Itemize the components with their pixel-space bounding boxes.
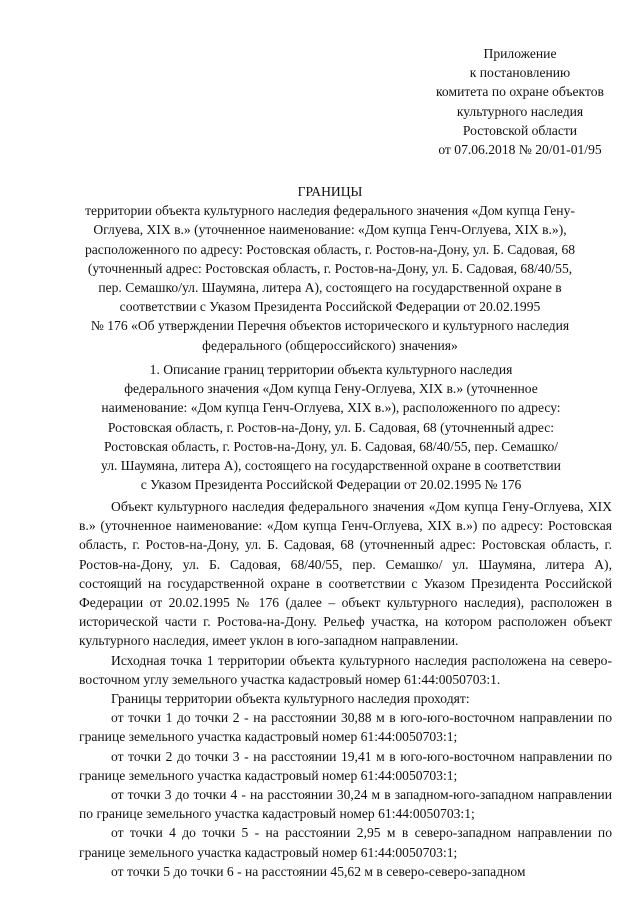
title-line: № 176 «Об утверждении Перечня объектов исторического и культурного наследия xyxy=(90,318,570,334)
section-heading-line: наименование: «Дом купца Генч-Оглуева, XIX в.»), расположенного по адресу: xyxy=(101,400,561,416)
title-line: (уточненный адрес: Ростовская область, г. Ростов-на-Дону, ул. Б. Садовая, 68/40/55, xyxy=(87,260,573,276)
appendix-line: Ростовской области xyxy=(462,122,578,138)
body-paragraph: Исходная точка 1 территории объекта культурного наследия расположена на северо-восточном углу земельного участка кадастровый номер 61:44:0050703:1. xyxy=(79,652,612,687)
title-line: соответствии с Указом Президента Российской Федерации от 20.02.1995 xyxy=(119,299,541,315)
section-heading-block xyxy=(76,360,586,494)
title-line: расположенного по адресу: Ростовская область, г. Ростов-на-Дону, ул. Б. Садовая, 68 xyxy=(84,241,576,257)
appendix-line: комитета по охране объектов xyxy=(436,84,604,100)
appendix-date-number: от 07.06.2018 № 20/01-01/95 xyxy=(438,142,602,158)
body-paragraph: Границы территории объекта культурного наследия проходят: xyxy=(111,691,470,707)
section-heading-line: 1. Описание границ территории объекта культурного наследия xyxy=(149,362,513,377)
document-title-block xyxy=(60,182,600,355)
boundary-segment: от точки 2 до точки 3 - на расстоянии 19,41 м в юго-юго-восточном направлении по границе земельного участка кадастровый номер 61:44:0050703:1; xyxy=(79,748,612,783)
title-line: федерального (общероссийского) значения» xyxy=(202,337,458,353)
appendix-line: к постановлению xyxy=(469,65,571,81)
section-heading-line: Ростовская область, г. Ростов-на-Дону, ул. Б. Садовая, 68 (уточненный адрес: xyxy=(107,419,555,435)
title-line: территории объекта культурного наследия федерального значения «Дом купца Гену- xyxy=(85,203,575,219)
section-heading-line: ул. Шаумяна, литера А), состоящего на государственной охране в соответствии xyxy=(101,458,561,474)
boundary-segment: от точки 1 до точки 2 - на расстоянии 30,88 м в юго-юго-восточном направлении по границе земельного участка кадастровый номер 61:44:0050703:1; xyxy=(79,710,612,745)
document-heading: ГРАНИЦЫ xyxy=(297,184,363,199)
appendix-block xyxy=(400,44,640,159)
section-heading-line: Ростовская область, г. Ростов-на-Дону, ул. Б. Садовая, 68/40/55, пер. Семашко/ xyxy=(103,438,559,454)
body-text xyxy=(79,497,612,881)
title-line: пер. Семашко/ул. Шаумяна, литера А), состоящего на государственной охране в xyxy=(98,280,562,296)
boundary-segment: от точки 4 до точки 5 - на расстоянии 2,95 м в северо-западном направлении по границе земельного участка кадастровый номер 61:44:0050703:1; xyxy=(79,825,612,860)
body-paragraph: Объект культурного наследия федерального значения «Дом купца Гену-Оглуева, XIX в.» (уточненное наименование: «Дом купца Генч-Оглуева, XIX в.») по адресу: Ростовская область, г. Ростов-на-Дону, ул. Б. Садовая, 68 (уточненный адрес: Ростовская область, г. Ростов-на-Дону, ул. Б. Садовая, 68/40/55, пер. Семашко/ ул. Шаумяна, литера А), состоящий на государственной охране в соответствии с Указом Президента Российской Федерации от 20.02.1995 № 176 (далее – объект культурного наследия), расположен в исторической части г. Ростова-на-Дону. Рельеф участка, на котором расположен объект культурного наследия, имеет уклон в юго-западном направлении. xyxy=(79,499,612,649)
boundary-segment: от точки 3 до точки 4 - на расстоянии 30,24 м в западном-юго-западном направлении по границе земельного участка кадастровый номер 61:44:0050703:1; xyxy=(79,787,612,822)
section-heading-line: федерального значения «Дом купца Гену-Оглуева, XIX в.» (уточненное xyxy=(124,381,538,397)
title-line: Оглуева, XIX в.» (уточненное наименование: «Дом купца Генч-Оглуева, XIX в.»), xyxy=(93,222,567,238)
boundary-segment: от точки 5 до точки 6 - на расстоянии 45,62 м в северо-северо-западном xyxy=(111,863,526,879)
appendix-line: Приложение xyxy=(483,46,557,61)
section-heading-line: с Указом Президента Российской Федерации от 20.02.1995 № 176 xyxy=(140,477,522,493)
appendix-line: культурного наследия xyxy=(456,103,584,119)
